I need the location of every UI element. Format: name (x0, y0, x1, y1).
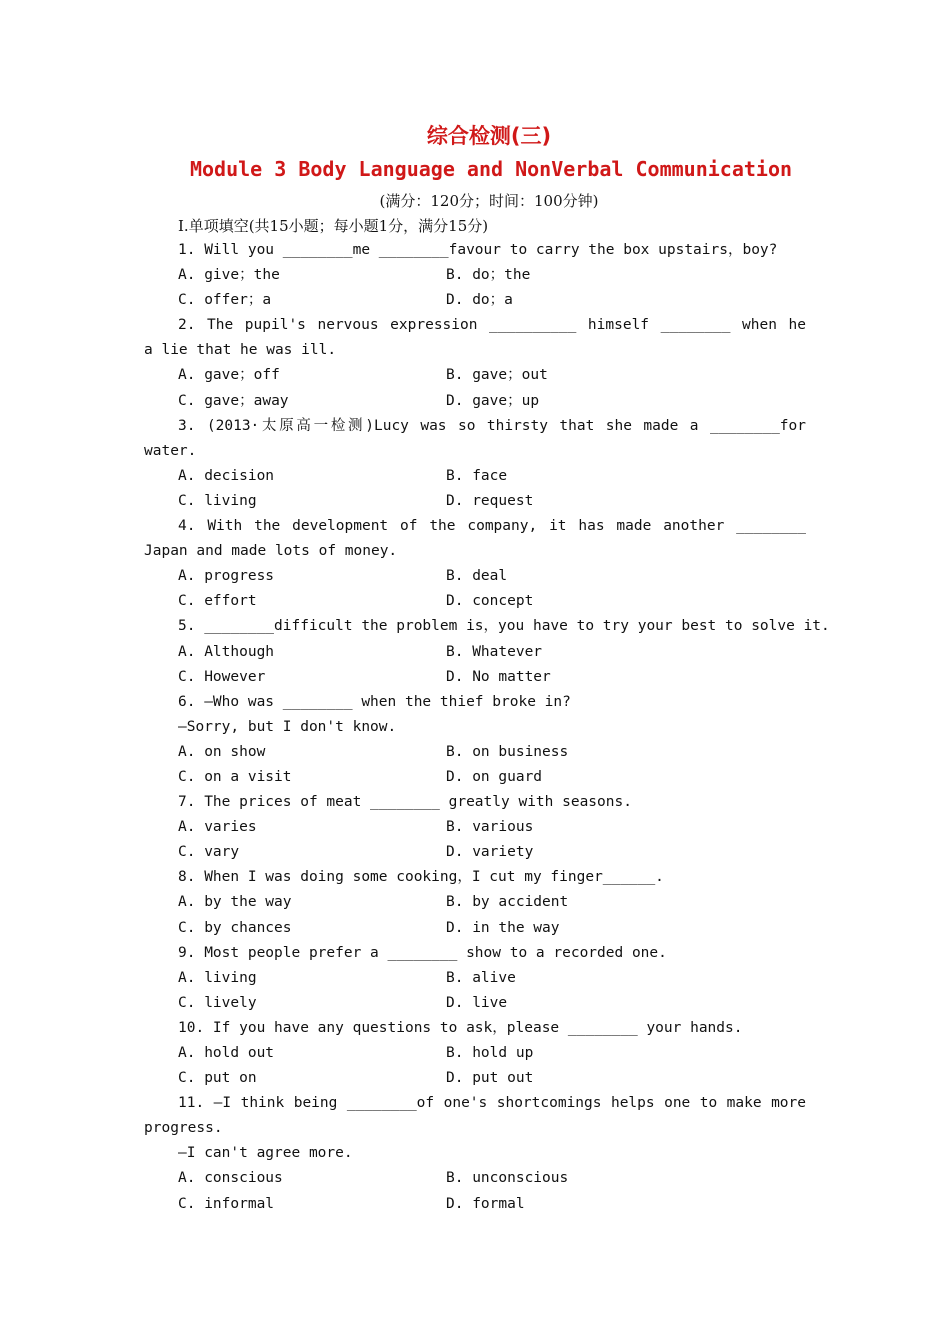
answer-option: B. gave；out (446, 367, 548, 384)
question-stem: 2. The pupil's nervous expression __________ himself ________ when he (178, 317, 806, 334)
answer-option: D. variety (446, 844, 534, 861)
answer-option: C. on a visit (178, 768, 292, 785)
section-heading: Ⅰ.单项填空(共15小题；每小题1分，满分15分) (178, 217, 489, 235)
answer-option: D. concept (446, 593, 534, 610)
question-stem: 4. With the development of the company, it has made another ________ (178, 518, 806, 535)
answer-option: D. No matter (446, 668, 551, 685)
answer-option: C. effort (178, 593, 257, 610)
option-row (144, 363, 806, 388)
question-stem: 10. If you have any questions to ask，please ________ your hands. (178, 1019, 743, 1036)
answer-option: D. do；a (446, 292, 513, 309)
question-stem-continuation: progress. (144, 1120, 223, 1137)
option-row (144, 840, 806, 865)
answer-option: D. in the way (446, 919, 560, 936)
answer-option: A. Although (178, 643, 275, 660)
answer-option: D. live (446, 994, 508, 1011)
answer-option: A. on show (178, 743, 266, 760)
answer-option: B. do；the (446, 267, 531, 284)
answer-option: D. formal (446, 1195, 525, 1212)
answer-option: B. hold up (446, 1045, 534, 1061)
question-item (144, 790, 806, 865)
option-row (144, 815, 806, 840)
question-item (144, 690, 806, 790)
option-row (144, 966, 806, 991)
answer-option: C. living (178, 492, 257, 509)
page-subtitle: Module 3 Body Language and NonVerbal Communication (189, 157, 793, 181)
answer-option: C. informal (178, 1195, 275, 1212)
answer-option: B. Whatever (446, 643, 543, 660)
question-stem: 7. The prices of meat ________ greatly with seasons. (178, 794, 632, 811)
answer-option: A. progress (178, 568, 275, 585)
option-row (144, 640, 806, 665)
question-stem-continuation: water. (144, 442, 197, 459)
answer-option: C. offer；a (178, 292, 272, 309)
answer-option: C. put on (178, 1070, 257, 1087)
option-row (144, 564, 806, 589)
option-row (144, 1192, 806, 1217)
question-stem: 3. (2013·太原高一检测)Lucy was so thirsty that she made a ________for (178, 417, 806, 434)
question-stem: 11. —I think being ________of one's shortcomings helps one to make more (178, 1095, 806, 1112)
question-item (144, 614, 830, 689)
score-info: (满分：120分；时间：100分钟) (379, 192, 599, 210)
answer-option: B. on business (446, 743, 569, 760)
answer-option: A. conscious (178, 1170, 283, 1187)
option-row (144, 665, 806, 690)
option-row (144, 464, 806, 489)
question-item (144, 1016, 806, 1091)
option-row (144, 765, 806, 790)
question-item (144, 238, 806, 313)
answer-option: A. by the way (178, 894, 292, 911)
question-stem: 9. Most people prefer a ________ show to a recorded one. (178, 944, 667, 961)
answer-option: D. request (446, 492, 534, 509)
option-row (144, 890, 806, 915)
option-row (144, 740, 806, 765)
question-item (144, 414, 806, 514)
option-row (144, 991, 806, 1016)
option-row (144, 589, 806, 614)
question-item (144, 941, 806, 1016)
page-title: 综合检测(三) (426, 124, 552, 148)
option-row (144, 263, 806, 288)
answer-option: B. alive (446, 969, 516, 986)
answer-option: B. by accident (446, 894, 569, 911)
answer-option: A. living (178, 969, 257, 986)
option-row (144, 389, 806, 414)
answer-option: D. gave；up (446, 392, 540, 409)
answer-option: A. decision (178, 467, 275, 484)
answer-option: A. hold out (178, 1045, 275, 1061)
answer-option: C. by chances (178, 919, 292, 936)
question-stem: 5. ________difficult the problem is，you have to try your best to solve it. (178, 618, 830, 635)
option-row (144, 1041, 806, 1066)
question-stem: 6. —Who was ________ when the thief broke in? (178, 693, 571, 710)
question-stem: 8. When I was doing some cooking，I cut my finger______. (178, 869, 664, 886)
question-stem-continuation: a lie that he was ill. (144, 342, 337, 359)
answer-option: A. varies (178, 819, 257, 836)
answer-option: C. gave；away (178, 392, 289, 409)
question-item (144, 313, 806, 413)
answer-option: B. various (446, 819, 534, 836)
question-item (144, 514, 806, 614)
answer-option: C. However (178, 668, 266, 685)
answer-option: B. unconscious (446, 1170, 569, 1187)
question-item (144, 865, 806, 940)
question-stem-continuation: —Sorry, but I don't know. (178, 718, 397, 735)
answer-option: A. give；the (178, 267, 280, 284)
option-row (144, 1166, 806, 1191)
question-stem: 1. Will you ________me ________favour to carry the box upstairs，boy? (178, 242, 778, 258)
question-list (144, 238, 830, 1217)
answer-option: D. on guard (446, 768, 543, 785)
answer-option: C. vary (178, 844, 240, 861)
question-item (144, 1091, 806, 1216)
question-stem-continuation: Japan and made lots of money. (144, 543, 398, 560)
answer-option: A. gave；off (178, 367, 280, 384)
option-row (144, 916, 806, 941)
answer-option: B. face (446, 467, 508, 484)
option-row (144, 288, 806, 313)
answer-option: C. lively (178, 994, 257, 1011)
answer-option: B. deal (446, 568, 508, 585)
question-stem-continuation: —I can't agree more. (178, 1145, 353, 1162)
option-row (144, 489, 806, 514)
option-row (144, 1066, 806, 1091)
answer-option: D. put out (446, 1070, 534, 1087)
